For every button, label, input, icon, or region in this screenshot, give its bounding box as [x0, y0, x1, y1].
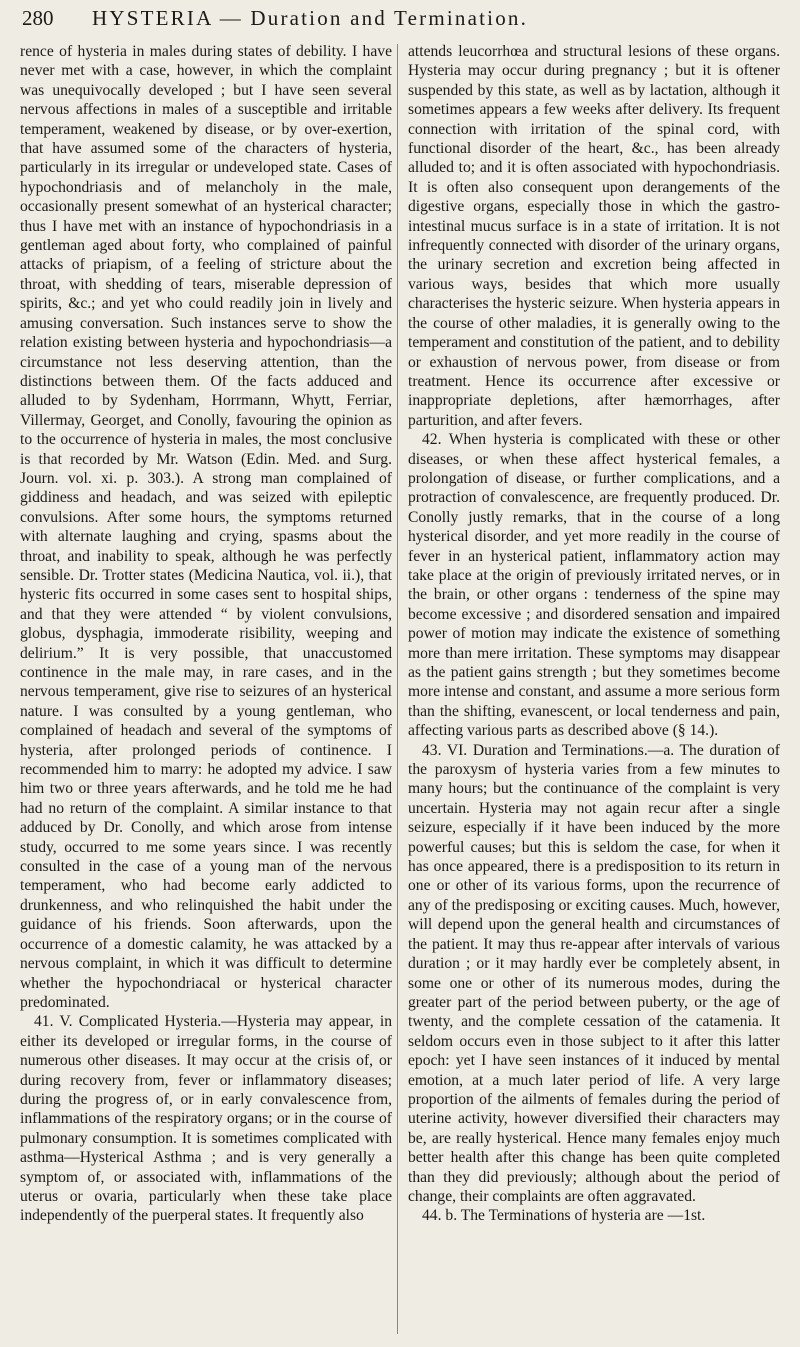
column-divider — [397, 44, 398, 1334]
paragraph: rence of hysteria in males during states of debility. I have never met with a case, however, in which the complaint was unequivocally developed ; but I have seen several nervous affections in males of a susceptible and irritable temperament, weakened by disease, or by over-exertion, that have assumed some of the characters of hysteria, particularly in its irregular or undeveloped state. Cases of hypochondriasis and of melancholy in the male, occasionally present somewhat of an hysterical character; thus I have met with an instance of hypochondriasis in a gentleman aged about forty, who complained of painful attacks of priapism, of a feeling of stricture about the throat, with shedding of tears, miserable depression of spirits, &c.; and yet who could readily join in lively and amusing conversation. Such instances serve to show the relation existing between hysteria and hypochondriasis—a circumstance not less deserving attention, than the distinctions between them. Of the facts adduced and alluded to by Sydenham, Horrmann, Whytt, Ferriar, Villermay, Georget, and Conolly, favouring the opinion as to the occurrence of hysteria in males, the most conclusive is that recorded by Mr. Watson (Edin. Med. and Surg. Journ. vol. xi. p. 303.). A strong man complained of giddiness and headach, and was seized with epileptic convulsions. After some hours, the symptoms returned with alternate laughing and crying, spasms about the throat, and inability to speak, although he was perfectly sensible. Dr. Trotter states (Medicina Nautica, vol. ii.), that hysteric fits occurred in some cases sent to hospital ships, and that they were attended “ by violent convulsions, globus, dysphagia, immoderate risibility, weeping and delirium.” It is very possible, that unaccustomed continence in the male may, in rare cases, and in the nervous temperament, give rise to seizures of an hysterical nature. I was consulted by a young gentleman, who complained of headach and several of the symptoms of hysteria, after prolonged periods of continence. I recommended him to marry: he adopted my advice. I saw him two or three years afterwards, and he told me he had had no return of the complaint. A similar instance to that adduced by Dr. Conolly, and which arose from intense study, occurred to me some years since. I was recently consulted in the case of a young man of the nervous temperament, who had become early addicted to drunkenness, and who relinquished the habit under the guidance of his friends. Soon afterwards, upon the occurrence of a domestic calamity, he was attacked by a nervous complaint, in which it was difficult to determine whether the hypochondriacal or hysterical character predominated. — [20, 43, 392, 1011]
paragraph: 44. b. The Terminations of hysteria are —1st. — [422, 1207, 706, 1225]
right-column — [408, 42, 780, 1340]
left-column — [20, 42, 392, 1340]
running-head: HYSTERIA — Duration and Termination. — [92, 6, 529, 30]
paragraph: 42. When hysteria is complicated with these or other diseases, or when these affect hysterical females, a prolongation of disease, or further complications, and a protraction of convalescence, are frequently produced. Dr. Conolly justly remarks, that in the course of a long hysterical disorder, and yet more readily in the course of fever in an hysterical patient, inflammatory action may take place at the origin of previously irritated nerves, or in the brain, or other organs : tenderness of the spine may become excessive ; and disordered sensation and impaired power of motion may indicate the existence of something more than mere irritation. These symptoms may disappear as the patient gains strength ; but they sometimes become more intense and constant, and assume a more serious form than the shifting, evanescent, or local tenderness and pain, affecting various parts as described above (§ 14.). — [408, 431, 780, 740]
paragraph: attends leucorrhœa and structural lesions of these organs. Hysteria may occur during pregnancy ; but it is oftener suspended by this state, as well as by lactation, although it sometimes appears a few weeks after delivery. Its frequent connection with irritation of the spinal cord, with functional disorder of the heart, &c., has been already alluded to; and it is often associated with hypochondriasis. It is often also consequent upon derangements of the digestive organs, especially those in which the gastro-intestinal mucus surface is in a state of irritation. It is not infrequently connected with disorder of the urinary organs, the urinary secretion and excretion being affected in various ways, besides that which more usually characterises the hysteric seizure. When hysteria appears in the course of other maladies, it is generally owing to the temperament and constitution of the patient, and to debility or exhaustion of nervous power, from disease or from treatment. Hence its occurrence after excessive or inappropriate depletions, after hæmorrhages, after parturition, and after fevers. — [408, 43, 780, 429]
paragraph: 41. V. Complicated Hysteria.—Hysteria may appear, in either its developed or irregular forms, in the course of numerous other diseases. It may occur at the crisis of, or during recovery from, fever or inflammatory diseases; during the progress of, or in early convalescence from, inflammations of the respiratory organs; or in the course of pulmonary consumption. It is sometimes complicated with asthma—Hysterical Asthma ; and is very generally a symptom of, or associated with, inflammations of the uterus or ovaria, particularly when these take place independently of the puerperal states. It frequently also — [20, 1013, 392, 1225]
page-number: 280 — [22, 6, 54, 30]
page-header — [22, 6, 782, 38]
paragraph: 43. VI. Duration and Terminations.—a. The duration of the paroxysm of hysteria varies from a few minutes to many hours; but the continuance of the complaint is very uncertain. Hysteria may not again recur after a single seizure, especially if it have been induced by the more powerful causes; but this is seldom the case, for when it has once appeared, there is a predisposition to its return in one or other of its various forms, upon the recurrence of any of the predisposing or exciting causes. Much, however, will depend upon the general health and circumstances of the patient. It may thus re-appear after intervals of various duration ; or it may hardly ever be completely absent, in some one or other of its numerous modes, during the greater part of the period between puberty, or the age of twenty, and the complete cessation of the catamenia. It seldom occurs even in those subject to it after this latter epoch: yet I have seen instances of it induced by mental emotion, at a much later period of life. A very large proportion of the ailments of females during the period of uterine activity, however diversified their characters may be, are really hysterical. Hence many females enjoy much better health after this change has been quite completed than they did previously; although about the period of change, their complaints are often aggravated. — [408, 741, 780, 1205]
